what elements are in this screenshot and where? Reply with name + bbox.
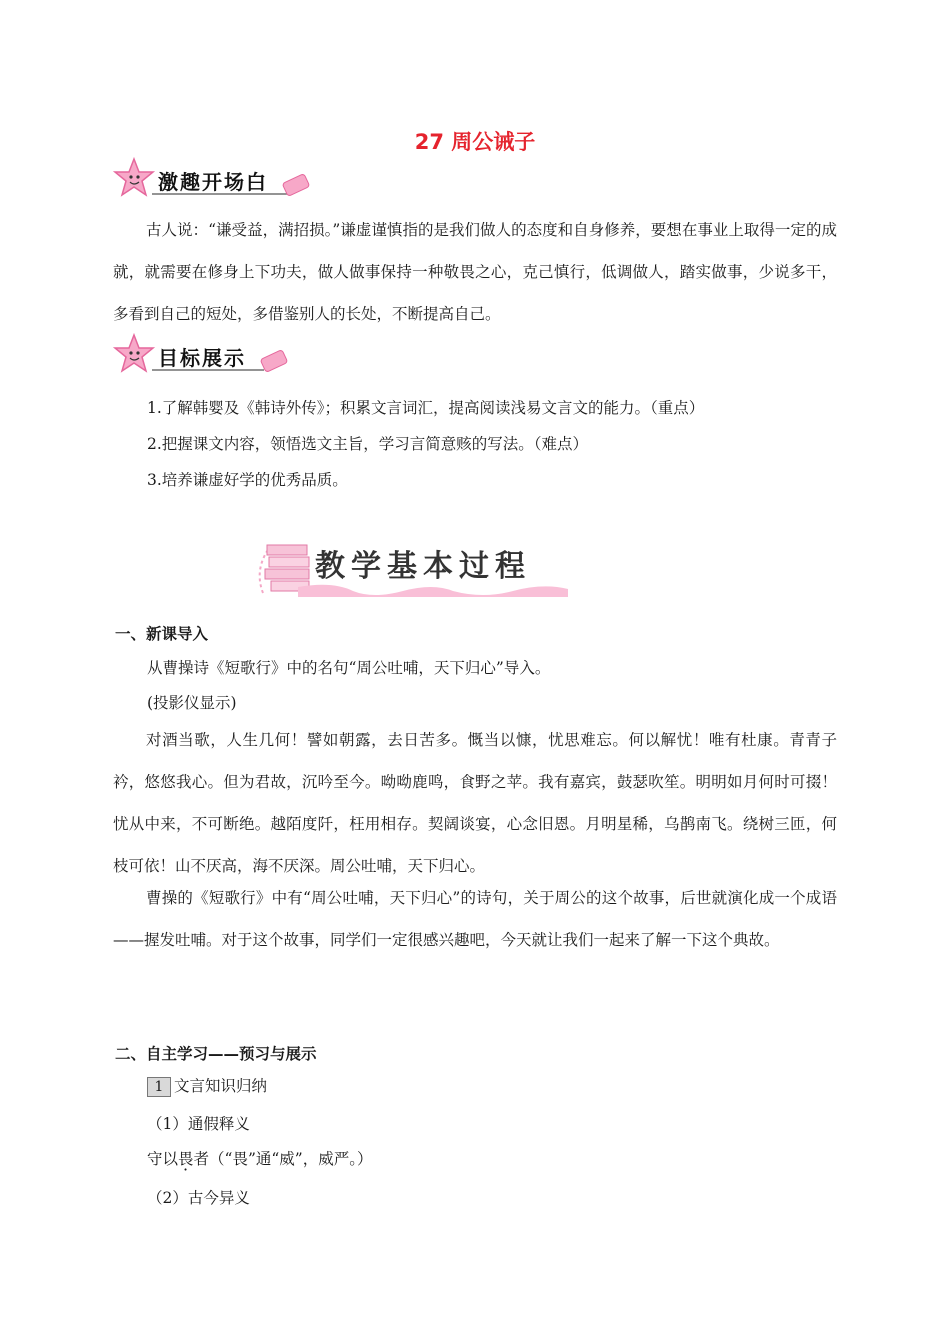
process-banner — [243, 535, 571, 599]
sub-heading: （1）通假释义 — [147, 1115, 250, 1133]
knowledge-summary — [147, 1076, 267, 1097]
goal-item: 3.培养谦虚好学的优秀品质。 — [147, 471, 348, 489]
opening-paragraph: 古人说：“谦受益，满招损。”谦虚谨慎指的是我们做人的态度和自身修养，要想在事业上取得一定的成就，就需要在修身上下功夫，做人做事保持一种敬畏之心，克己慎行，低调做人，踏实做事，少说多干，多看到自己的短处，多借鉴别人的长处，不断提高自己。 — [113, 221, 837, 323]
page-title: 27 周公诫子 — [414, 130, 536, 154]
part-heading: 二、自主学习——预习与展示 — [115, 1045, 317, 1063]
explain-paragraph: 曹操的《短歌行》中有“周公吐哺，天下归心”的诗句，关于周公的这个故事，后世就演化成一个成语——握发吐哺。对于这个故事，同学们一定很感兴趣吧，今天就让我们一起来了解一下这个典故。 — [113, 889, 837, 949]
goal-item: 2.把握课文内容，领悟选文主旨，学习言简意赅的写法。（难点） — [147, 435, 589, 453]
section-heading: 激趣开场白 — [158, 170, 268, 194]
projector-note: (投影仪显示) — [147, 694, 237, 712]
section-header-opening — [112, 156, 317, 204]
section-heading: 目标展示 — [158, 346, 246, 370]
intro-line: 从曹操诗《短歌行》中的名句“周公吐哺，天下归心”导入。 — [147, 659, 551, 677]
number-box: 1 — [147, 1077, 171, 1097]
part-heading: 一、新课导入 — [115, 625, 209, 643]
poem-paragraph: 对酒当歌，人生几何！譬如朝露，去日苦多。慨当以慷，忧思难忘。何以解忧！唯有杜康。青青子衿，悠悠我心。但为君故，沉吟至今。呦呦鹿鸣，食野之苹。我有嘉宾，鼓瑟吹笙。明明如月何时可掇！忧从中来，不可断绝。越陌度阡，枉用相存。契阔谈宴，心念旧恩。月明星稀，乌鹊南飞。绕树三匝，何枝可依！山不厌高，海不厌深。周公吐哺，天下归心。 — [113, 731, 837, 875]
sub-heading: （2）古今异义 — [147, 1189, 250, 1207]
example-line: 守以畏者（“畏”通“威”，威严。） — [147, 1150, 373, 1168]
section-header-goals — [112, 332, 292, 380]
banner-title: 教学基本过程 — [315, 549, 531, 584]
summary-label: 文言知识归纳 — [174, 1077, 268, 1095]
goal-item: 1.了解韩婴及《韩诗外传》；积累文言词汇，提高阅读浅易文言文的能力。（重点） — [147, 399, 705, 417]
